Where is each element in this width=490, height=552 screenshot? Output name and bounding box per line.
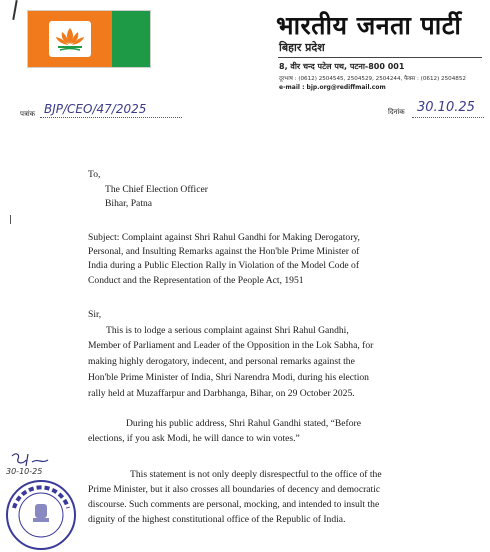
paragraph-line: This statement is not only deeply disrespectful to the office of the	[130, 469, 382, 480]
office-address: 8, वीर चन्द पटेल पथ, पटना-800 001	[279, 62, 405, 71]
flag-green-section	[112, 11, 150, 67]
recipient-title: The Chief Election Officer	[105, 184, 208, 195]
date-label: दिनांक	[388, 108, 405, 116]
paragraph-line: This is to lodge a serious complaint against Shri Rahul Gandhi,	[106, 325, 349, 336]
initial-date: 30-10-25	[6, 467, 43, 476]
flag-saffron-section	[28, 11, 112, 67]
subject-line: India during a Public Election Rally in Violation of the Model Code of	[88, 260, 360, 271]
paragraph-line: dignity of the highest constitutional office of the Republic of India.	[88, 514, 346, 525]
paragraph-line: Hon'ble Prime Minister of India, Shri Narendra Modi, during his election	[88, 372, 369, 383]
margin-mark	[10, 215, 11, 224]
phone-fax: दूरभाष : (0612) 2504545, 2504529, 2504244, फैक्स : (0612) 2504852	[279, 76, 466, 82]
ref-label: पत्रांक	[20, 110, 36, 118]
paragraph-line: During his public address, Shri Rahul Gandhi stated, “Before	[126, 418, 362, 429]
salutation: Sir,	[88, 309, 102, 320]
paragraph-line: elections, if you ask Modi, he will dance to win votes.”	[88, 433, 300, 444]
party-flag	[27, 10, 151, 68]
letterhead-rule	[278, 57, 482, 58]
paragraph-line: rally held at Muzaffarpur and Darbhanga, Bihar, on 29 October 2025.	[88, 388, 355, 399]
paragraph-line: Member of Parliament and Leader of the Opposition in the Lok Sabha, for	[88, 340, 374, 351]
lotus-icon	[49, 21, 91, 57]
corner-pen-mark	[12, 0, 17, 20]
ref-number: BJP/CEO/47/2025	[44, 102, 147, 116]
state-unit: बिहार प्रदेश	[279, 41, 325, 54]
ref-dotted-line	[40, 117, 182, 118]
paragraph-line: Prime Minister, but it also crosses all boundaries of decency and democratic	[88, 484, 381, 495]
party-name: भारतीय जनता पार्टी	[276, 11, 462, 40]
subject-line: Conduct and the Representation of the People Act, 1951	[88, 275, 304, 286]
subject-line: Personal, and Insulting Remarks against the Hon'ble Prime Minister of	[88, 246, 360, 257]
date-value: 30.10.25	[417, 100, 475, 115]
email-address: e-mail : bjp.org@rediffmail.com	[279, 84, 386, 91]
date-dotted-line	[412, 117, 484, 118]
paragraph-line: making highly derogatory, indecent, and personal remarks against the	[88, 356, 355, 367]
subject-line: Subject: Complaint against Shri Rahul Gandhi for Making Derogatory,	[88, 232, 360, 243]
recipient-place: Bihar, Patna	[105, 198, 153, 209]
paragraph-line: discourse. Such comments are personal, mocking, and intended to insult the	[88, 499, 380, 510]
to-line: To,	[88, 169, 101, 180]
